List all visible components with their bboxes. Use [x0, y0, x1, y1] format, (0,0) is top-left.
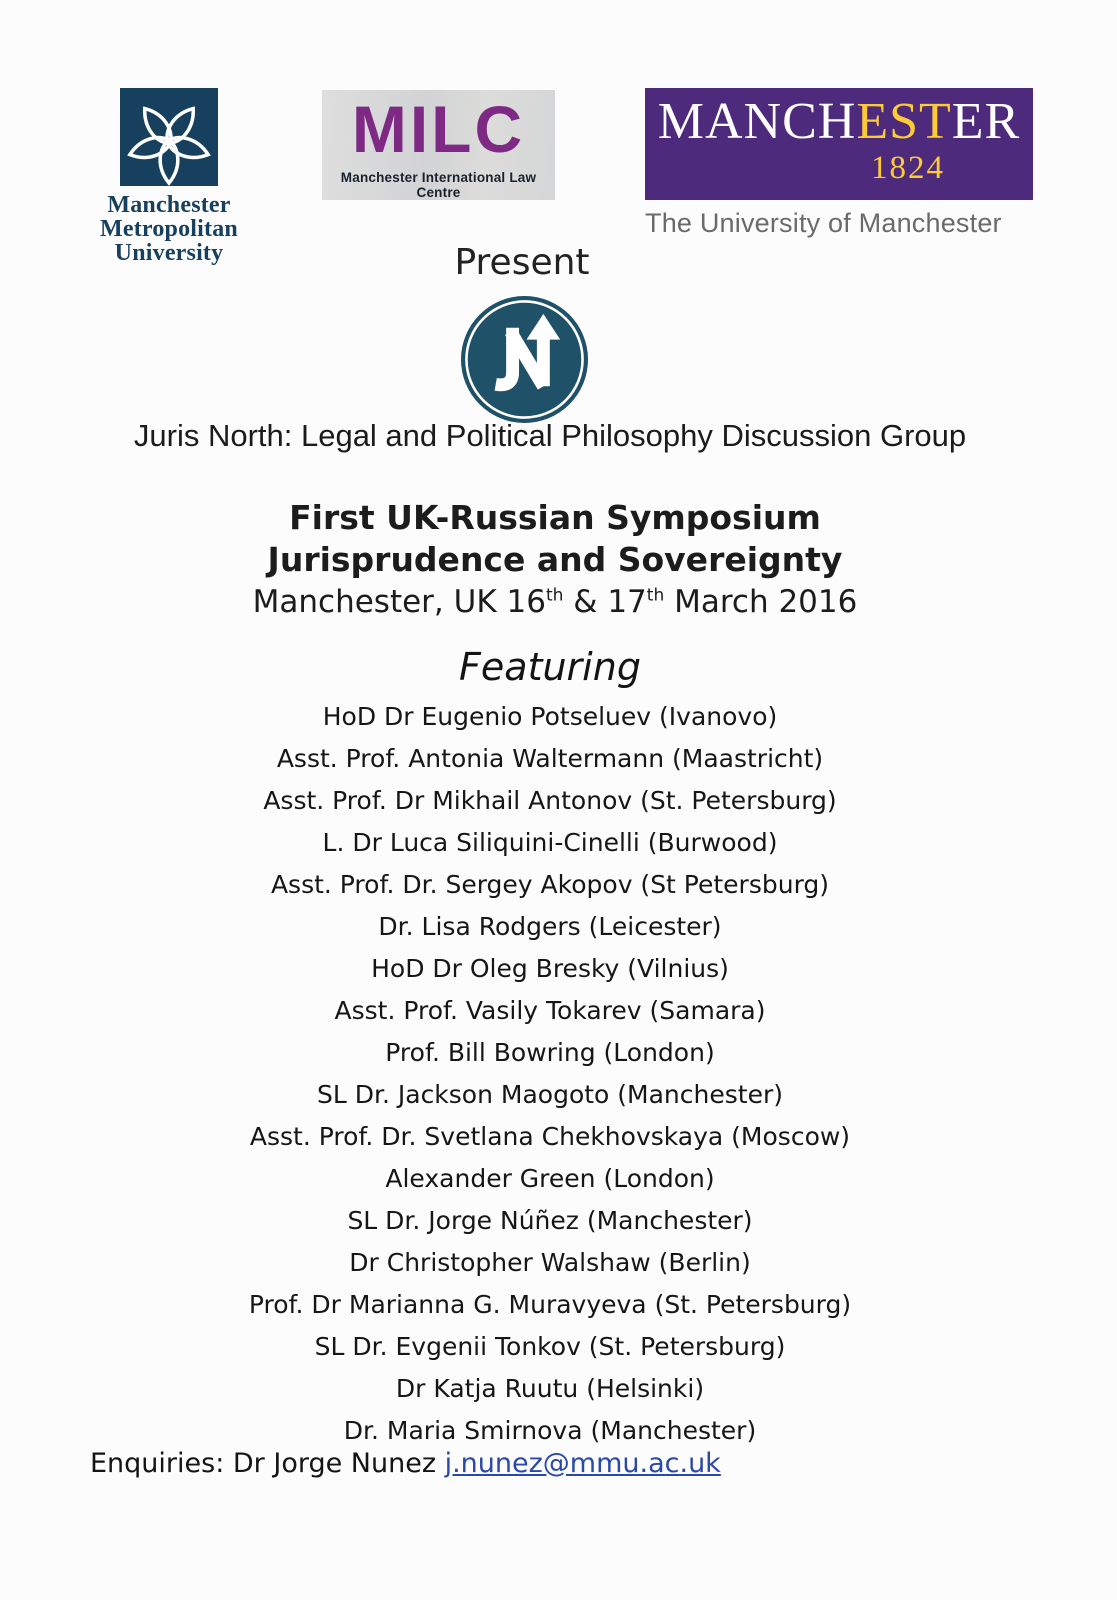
enquiries-label: Enquiries: Dr Jorge Nunez [90, 1448, 445, 1479]
uom-subtitle: The University of Manchester [645, 208, 1002, 238]
speaker-line: Prof. Dr Marianna G. Muravyeva (St. Petersburg) [248, 1290, 852, 1319]
group-name-line: Juris North: Legal and Political Philosophy Discussion Group [133, 418, 967, 453]
date-part2: & 17 [563, 584, 647, 620]
title-date-line [0, 581, 1110, 623]
speaker-line: Alexander Green (London) [385, 1164, 715, 1193]
speaker-line: HoD Dr Oleg Bresky (Vilnius) [371, 954, 729, 983]
date-sup1: th [545, 585, 564, 606]
uom-word-start: MANCH [657, 93, 857, 150]
mmu-wordmark [88, 193, 250, 265]
speaker-line: Dr Christopher Walshaw (Berlin) [349, 1248, 751, 1277]
mmu-flower-emblem-icon [120, 88, 218, 186]
speaker-line: Dr. Maria Smirnova (Manchester) [343, 1416, 757, 1445]
speaker-line: Asst. Prof. Dr. Svetlana Chekhovskaya (Moscow) [249, 1122, 851, 1151]
mmu-wordmark-line2: Metropolitan [100, 216, 238, 242]
speaker-line: SL Dr. Jackson Maogoto (Manchester) [317, 1080, 783, 1109]
date-part1: Manchester, UK 16 [252, 584, 546, 620]
speakers-list [0, 696, 1100, 1452]
speaker-line: Prof. Bill Bowring (London) [385, 1038, 715, 1067]
milc-logo [322, 90, 555, 200]
mmu-wordmark-line1: Manchester [107, 192, 231, 218]
uom-word-end: ER [951, 93, 1021, 150]
juris-north-logo-icon [459, 294, 590, 425]
speaker-line: Asst. Prof. Antonia Waltermann (Maastricht) [276, 744, 824, 773]
speaker-line: Asst. Prof. Vasily Tokarev (Samara) [334, 996, 766, 1025]
speaker-line: SL Dr. Jorge Núñez (Manchester) [347, 1206, 753, 1235]
date-part3: March 2016 [664, 584, 858, 620]
speaker-line: Asst. Prof. Dr. Sergey Akopov (St Petersburg) [270, 870, 830, 899]
title-block [0, 497, 1110, 623]
title-line2: Jurisprudence and Sovereignty [267, 540, 843, 579]
uom-wordmark [645, 94, 1033, 150]
mmu-wordmark-line3: University [114, 240, 224, 266]
featuring-label: Featuring [459, 645, 641, 689]
milc-subtitle: Manchester International Law Centre [340, 170, 537, 200]
speaker-line: Asst. Prof. Dr Mikhail Antonov (St. Petersburg) [263, 786, 837, 815]
enquiries-line [90, 1448, 721, 1479]
speaker-line: L. Dr Luca Siliquini-Cinelli (Burwood) [322, 828, 778, 857]
uom-logo-box [645, 88, 1033, 200]
uom-word-gold: EST [856, 93, 952, 150]
speaker-line: Dr. Lisa Rodgers (Leicester) [378, 912, 722, 941]
milc-acronym: MILC [351, 92, 526, 166]
speaker-line: Dr Katja Ruutu (Helsinki) [395, 1374, 705, 1403]
uom-logo [645, 88, 1033, 239]
uom-year: 1824 [871, 150, 945, 186]
mmu-logo [88, 88, 250, 265]
date-sup2: th [646, 585, 665, 606]
title-line1: First UK-Russian Symposium [289, 498, 821, 537]
speaker-line: SL Dr. Evgenii Tonkov (St. Petersburg) [314, 1332, 786, 1361]
enquiries-email-link[interactable]: j.nunez@mmu.ac.uk [444, 1448, 721, 1479]
present-label: Present [454, 242, 590, 283]
speaker-line: HoD Dr Eugenio Potseluev (Ivanovo) [322, 702, 778, 731]
